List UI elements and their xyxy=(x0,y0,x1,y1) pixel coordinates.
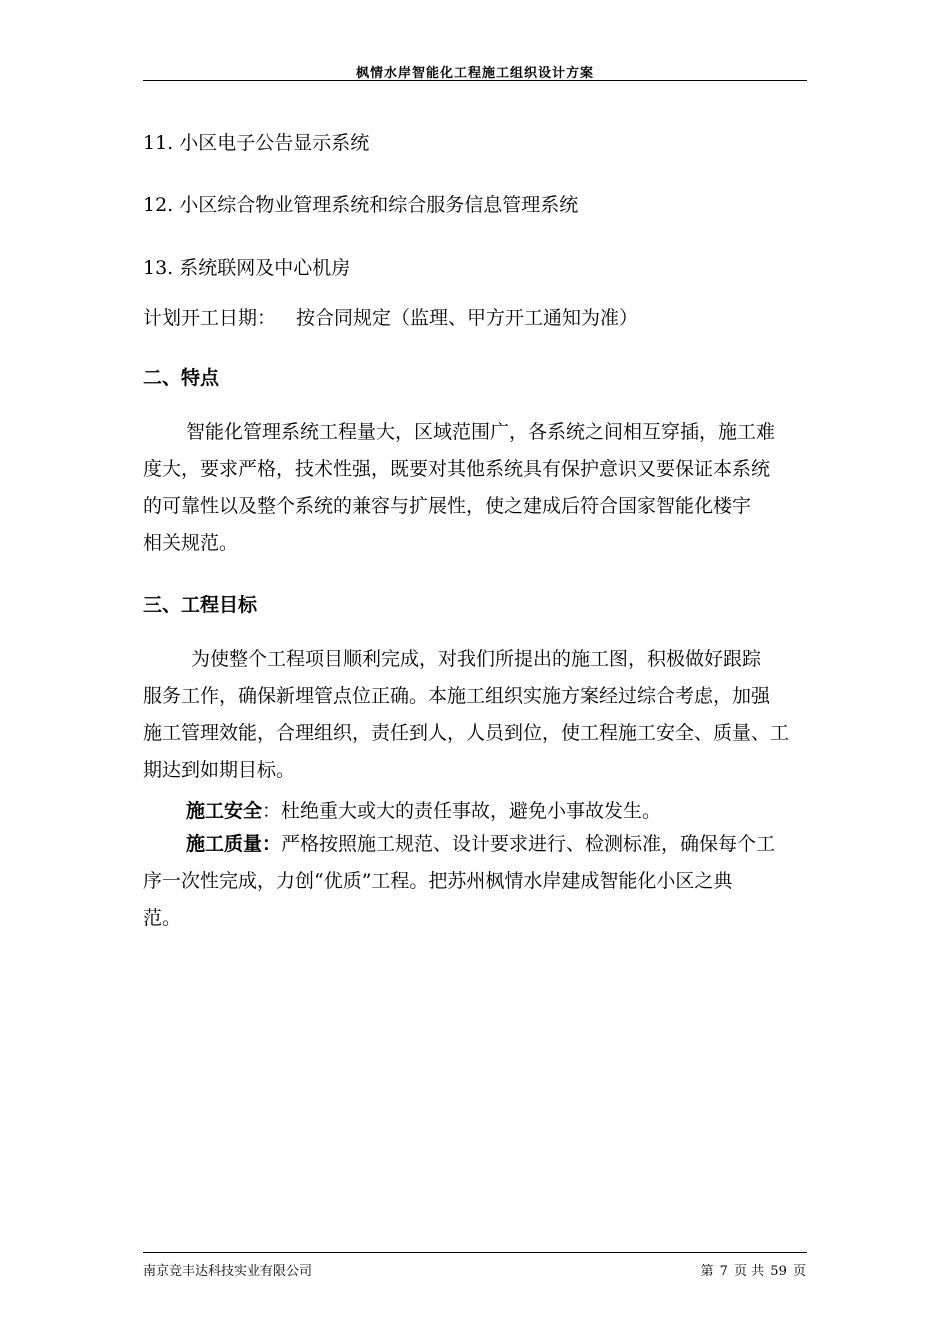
paragraph-line: 期达到如期目标。 xyxy=(143,759,296,781)
start-date-label: 计划开工日期： xyxy=(143,307,277,329)
features-paragraph xyxy=(143,414,807,562)
page-mid: 页 共 xyxy=(734,1264,765,1279)
footer-page-number xyxy=(699,1260,807,1279)
start-date-line xyxy=(143,303,638,330)
paragraph-line xyxy=(143,826,807,863)
section-heading-goals: 三、工程目标 xyxy=(143,594,258,616)
section-heading-features: 二、特点 xyxy=(143,367,220,389)
safety-goal-text: ：杜绝重大或大的责任事故，避免小事故发生。 xyxy=(262,800,662,822)
safety-goal-label: 施工安全 xyxy=(186,800,263,822)
list-item: 13. 系统联网及中心机房 xyxy=(143,257,351,279)
safety-goal-line xyxy=(186,796,661,823)
page-current: 7 xyxy=(719,1264,728,1279)
list-item: 12. 小区综合物业管理系统和综合服务信息管理系统 xyxy=(143,194,579,216)
paragraph-line: 序一次性完成，力创“优质”工程。把苏州枫情水岸建成智能化小区之典 xyxy=(143,870,733,892)
footer-divider xyxy=(143,1252,807,1253)
quality-goal-label: 施工质量： xyxy=(186,833,282,855)
page-header-title: 枫情水岸智能化工程施工组织设计方案 xyxy=(355,66,594,81)
goals-paragraph xyxy=(143,641,807,789)
paragraph-line: 相关规范。 xyxy=(143,532,239,554)
list-item: 11. 小区电子公告显示系统 xyxy=(143,132,370,154)
paragraph-line: 度大，要求严格，技术性强，既要对其他系统具有保护意识又要保证本系统 xyxy=(143,458,771,480)
paragraph-line: 为使整个工程项目顺利完成，对我们所提出的施工图，积极做好跟踪 xyxy=(191,648,762,670)
page-prefix: 第 xyxy=(700,1264,714,1279)
footer-company: 南京竞丰达科技实业有限公司 xyxy=(143,1264,313,1279)
paragraph-line: 智能化管理系统工程量大，区域范围广，各系统之间相互穿插，施工难 xyxy=(186,421,776,443)
paragraph-line: 服务工作，确保新埋管点位正确。本施工组织实施方案经过综合考虑，加强 xyxy=(143,685,771,707)
paragraph-line: 范。 xyxy=(143,907,182,929)
start-date-value: 按合同规定（监理、甲方开工通知为准） xyxy=(296,307,639,329)
header-divider xyxy=(143,80,807,81)
paragraph-line: 的可靠性以及整个系统的兼容与扩展性，使之建成后符合国家智能化楼宇 xyxy=(143,495,752,517)
quality-goal-text: 严格按照施工规范、设计要求进行、检测标准，确保每个工 xyxy=(281,833,776,855)
page-total: 59 xyxy=(770,1264,787,1279)
paragraph-line: 施工管理效能，合理组织，责任到人，人员到位，使工程施工安全、质量、工 xyxy=(143,722,790,744)
page-suffix: 页 xyxy=(792,1264,806,1279)
quality-goal-paragraph xyxy=(143,826,807,937)
